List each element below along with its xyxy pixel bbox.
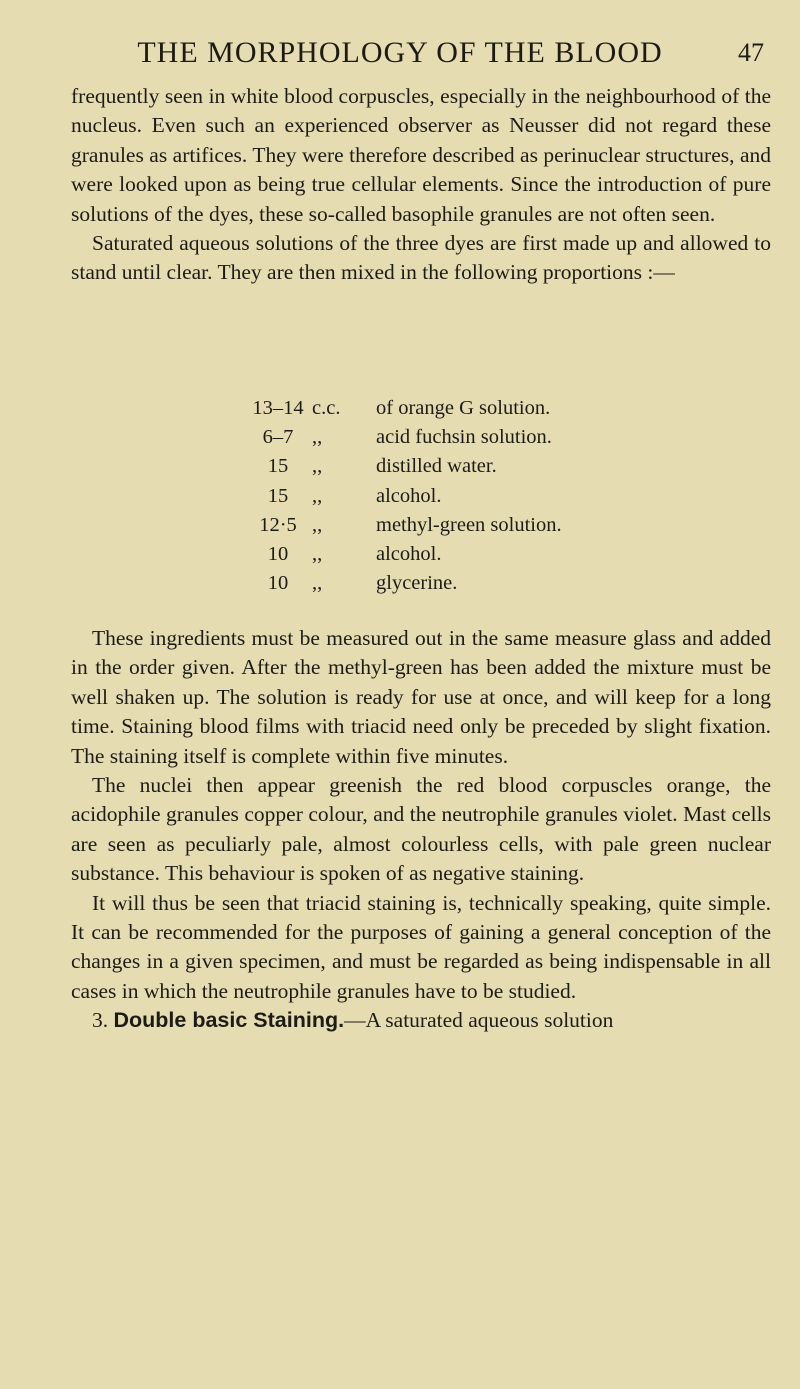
paragraph: Saturated aqueous solutions of the three dyes are first made up and allowed to stand until clear. They are then mixed in the following proportions :— [71,231,771,285]
running-head [0,36,800,76]
proportion-unit: ,, [312,513,323,536]
proportion-row [244,482,724,511]
paragraph: The nuclei then appear greenish the red blood corpuscles orange, the acidophile granules copper colour, and the neutrophile granules violet. Mast cells are seen as peculiarly pale, almost colourless cells, with pale green nuclear substance. This behaviour is spoken of as negative staining. [71,773,771,886]
proportion-unit: ,, [312,455,323,478]
proportion-row [244,569,724,598]
body-text-bottom [71,624,771,1036]
proportion-row [244,394,724,423]
proportion-ingredient: alcohol. [376,543,442,566]
section-heading: Double basic Staining. [113,1008,345,1033]
proportion-unit: ,, [312,543,323,566]
paragraph: It will thus be seen that triacid staining is, technically speaking, quite simple. It can be recommended for the purposes of gaining a general conception of the changes in a given specimen, and must be regarded as being indispensable in all cases in which the neutrophile granules have to be studied. [71,890,771,1003]
proportion-quantity: 6–7 [262,426,294,449]
running-head-title: THE MORPHOLOGY OF THE BLOOD [137,36,663,69]
proportion-quantity: 12·5 [259,513,297,536]
paragraph: frequently seen in white blood corpuscles, especially in the neighbourhood of the nucleus. Even such an experienced observer as Neusser did not regard these granules as artifices. They were therefore described as perinuclear structures, and were looked upon as being true cellular elements. Since the introduction of pure solutions of the dyes, these so-called basophile granules are not often seen. [71,84,771,226]
proportion-ingredient: methyl-green solution. [376,513,562,536]
proportion-ingredient: acid fuchsin solution. [376,426,552,449]
proportion-unit: ,, [312,484,323,507]
proportion-unit: ,, [312,572,323,595]
proportion-row [244,423,724,452]
paragraph: These ingredients must be measured out in the same measure glass and added in the order given. After the methyl-green has been added the mixture must be well shaken up. The solution is ready for use at once, and will keep for a long time. Staining blood films with triacid need only be preceded by slight fixation. The staining itself is complete within five minutes. [71,626,771,768]
section-number: 3. [92,1008,109,1033]
page-number: 47 [738,38,764,67]
proportion-unit: c.c. [312,397,341,419]
proportion-ingredient: glycerine. [376,572,458,595]
proportion-quantity: 13–14 [252,397,304,419]
proportion-unit: ,, [312,426,323,449]
proportion-quantity: 15 [267,455,289,478]
proportion-quantity: 15 [267,484,289,507]
section-paragraph [71,1006,771,1035]
section-text: —A saturated aqueous solution [344,1008,614,1033]
proportion-row [244,452,724,481]
proportions-table [244,394,724,598]
proportion-ingredient: of orange G solution. [376,397,551,419]
proportion-ingredient: alcohol. [376,484,442,507]
proportion-row [244,540,724,569]
proportion-quantity: 10 [267,543,289,566]
proportion-row [244,511,724,540]
proportion-ingredient: distilled water. [376,455,497,478]
proportion-quantity: 10 [267,572,289,595]
body-text-top [71,82,771,288]
